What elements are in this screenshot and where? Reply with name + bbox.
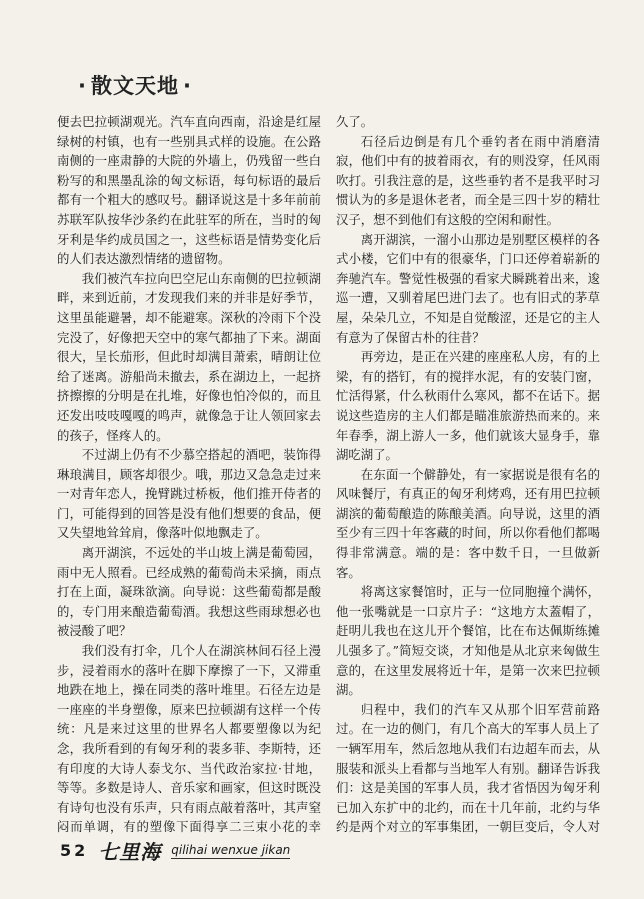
magazine-logo: 七里海	[98, 840, 162, 864]
paragraph: 我们被汽车拉向巴空尼山东南侧的巴拉顿湖畔，来到近前，才发现我们来的并非是好季节，这里虽能避暑，却不能避寒。深秋的冷雨下个没完没了，好像把天空中的寒气都抽了下来。湖面很大，呈长茄形，但此时却满目萧索，晴朗让位给了迷离。游船尚未撤去，系在湖边上，一起挤挤擦擦的分明是在扎堆，好像也怕冷似的，而且还发出吱吱嘎嘎的鸣声，就像急于让人领回家去的孩子，怪疼人的。	[57, 270, 321, 443]
paragraph: 离开湖滨，不远处的半山坡上满是葡萄园，雨中无人照看。已经成熟的葡萄尚未采摘，雨点打在上面，凝珠欲滴。向导说：这些葡萄都是酸的，专门用来酿造葡萄酒。我想这些雨球想必也被浸酸了吧？	[57, 545, 321, 639]
title-dot-right: ·	[182, 74, 192, 98]
paragraph: 便去巴拉顿湖观光。汽车直向西南，沿途是红屋绿树的村镇，也有一些别具式样的设施。在公路南侧的一座肃静的大院的外墙上，仍残留一些白粉写的和黑墨乱涂的匈文标语，每句标语的最后都有一个粗大的感叹号。翻译说这是十多年前前苏联军队按华沙条约在此驻军的所在，当时的匈牙利是华约成员国之一，这些标语是情势变化后的人们表达激烈情绪的遗留物。	[57, 114, 321, 267]
left-column	[57, 112, 321, 840]
page-number: 52	[60, 841, 89, 860]
paragraph: 石径后边倒是有几个垂钓者在雨中消磨清寂，他们中有的披着雨衣，有的则没穿，任风雨吹打。引我注意的是，这些垂钓者不是我平时习惯认为的多是退休老者，而全是三四十岁的精壮汉子，想不到他们有这般的空闲和耐性。	[336, 133, 600, 227]
paragraph: 不过湖上仍有不少慕空搭起的酒吧，装饰得琳琅满目，顾客却很少。哦，那边又急急走过来一对青年恋人，挽臂跳过桥板，他们推开侍者的门，可能得到的回答是没有他们想要的食品，便又失望地耸耸肩，像落叶似地飘走了。	[57, 447, 321, 541]
section-title-text: 散文天地	[90, 74, 179, 98]
title-dot-left: ·	[78, 74, 87, 98]
paragraph: 我们没有打伞，几个人在湖滨林间石径上漫步，浸着雨水的落叶在脚下摩擦了一下，又滞重地跌在地上，操在同类的落叶堆里。石径左边是一座座的半身塑像，原来巴拉顿湖有这样一个传统：凡是来过这里的世界名人都要塑像以为纪念，我所看到的有匈牙利的裴多菲、李斯特，还有印度的大诗人泰戈尔、当代政治家拉·甘地，等等。多数是诗人、音乐家和画家，但这时既没有诗句也没有乐声，只有雨点敲着落叶，其声窒闷而单调，有的塑像下面得享二三束小花的幸	[57, 643, 321, 835]
paragraph: 将离这家餐馆时，正与一位同胞撞个满怀，他一张嘴就是一口京片子：“这地方太蓋帽了，赶明儿我也在这儿开个餐馆，比在布达佩斯练摊儿强多了。”简短交谈，才知他是从北京来匈做生意的，在这里发展将近十年，是第一次来巴拉顿湖。	[336, 584, 600, 698]
paragraph: 在东面一个僻静处，有一家据说是很有名的风味餐厅，有真正的匈牙利烤鸡，还有用巴拉顿湖滨的葡萄酿造的陈酿美酒。向导说，这里的酒至少有三四十年客藏的时间，所以你看他们都喝得非常满意。端的是：客中数千日，一旦做新客。	[336, 466, 600, 580]
paragraph: 归程中，我们的汽车又从那个旧军营前路过。在一边的侧门，有几个高大的军事人员上了一辆军用车，然后忽地从我们右边超车而去，从服装和派头上看都与当地军人有别。翻译告诉我们：这是美国的军事人员，我才省悟因为匈牙利已加入东扩中的北约，而在十几年前，北约与华约是两个对立的军事集团，一朝巨变后，令人对	[336, 701, 600, 835]
right-column	[336, 112, 600, 840]
paragraph: 再旁边，是正在兴建的座座私人房，有的上梁，有的搭钉，有的搅拌水泥，有的安装门窗，忙活得紧，什么秋雨什么寒风，都不在话下。据说这些造房的主人们都是瞄准旅游热而来的。来年春季，湖上游人一多，他们就该大显身手，靠湖吃湖了。	[336, 349, 600, 463]
magazine-pinyin: qilihai wenxue jikan	[171, 842, 291, 857]
paragraph: 久了。	[336, 114, 374, 129]
page-footer	[60, 836, 290, 865]
paragraph: 离开湖滨，一溜小山那边是别墅区模样的各式小楼，它们中有的很豪华，门口还停着崭新的奔驰汽车。警觉性极强的看家犬瞬跳着出来，逡巡一遭，又驯着尾巴进门去了。也有旧式的茅草屋，朵朵几立，不知是自觉酸涩，还是它的主人有意为了保留古朴的往昔？	[336, 231, 600, 345]
section-title	[74, 70, 196, 100]
